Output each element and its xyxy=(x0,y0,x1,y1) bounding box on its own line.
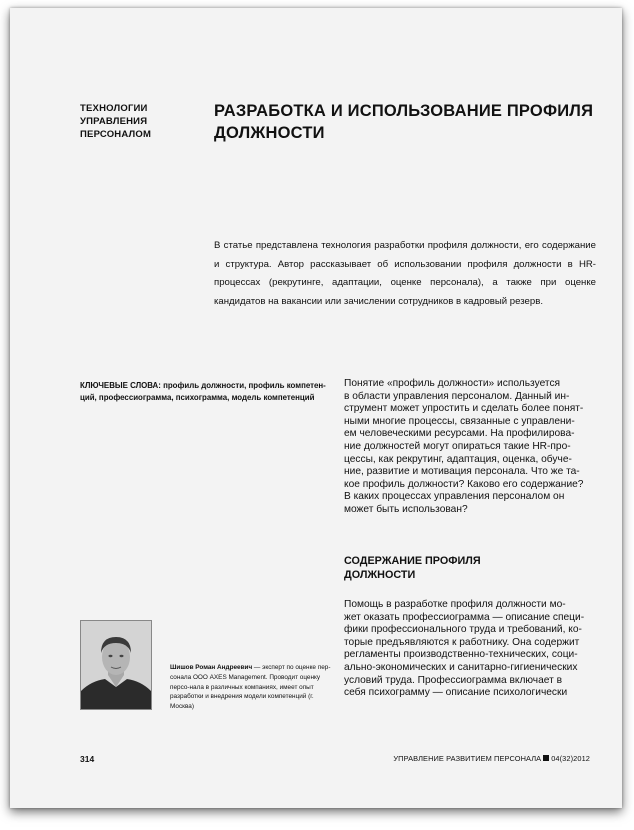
section-heading: СОДЕРЖАНИЕ ПРОФИЛЯ ДОЛЖНОСТИ xyxy=(344,555,481,581)
author-photo xyxy=(80,620,152,710)
journal-footer xyxy=(393,754,590,763)
article-title: РАЗРАБОТКА И ИСПОЛЬЗОВАНИЕ ПРОФИЛЯ ДОЛЖНОСТИ xyxy=(214,102,594,142)
section-label: ТЕХНОЛОГИИ УПРАВЛЕНИЯ ПЕРСОНАЛОМ xyxy=(80,103,152,140)
article-abstract: В статье представлена технология разработки профиля должности, его содержание и структура. Автор рассказывает об использовании профиля должности в HR-процессах (рекрутинге, адаптации, оценке персонала), а также при оценке кандидатов на вакансии или зачислении сотрудников в кадровый резерв. xyxy=(214,240,596,307)
journal-page xyxy=(10,8,622,808)
author-note xyxy=(170,663,338,712)
keywords: КЛЮЧЕВЫЕ СЛОВА: профиль должности, профиль компетен- ций, профессиограмма, психограмма, модель компетенций xyxy=(80,381,326,402)
intro-paragraph: Понятие «профиль должности» используется в области управления персоналом. Данный ин- струмент может упростить и сделать более понят- ными многие процессы, связанные с управлени- ем человеческими ресурсами. На профилирова- ние должностей могут опираться такие HR-про- цессы, как рекрутинг, адаптация, оценка, обуче- ние, развитие и мотивация персонала. Что же та- кое профиль должности? Каково его содержание? В каких процессах управления персоналом он может быть использован? xyxy=(344,378,584,515)
author-name: Шишов Роман Андреевич xyxy=(170,664,253,671)
journal-issue: 04(32)2012 xyxy=(551,754,590,763)
author-description: — эксперт по оценке пер-сонала ООО AXES Management. Проводит оценку персо-нала в различных компаниях, имеет опыт разработки и внедрения модели компетенций (г. Москва) xyxy=(170,664,331,711)
journal-name: УПРАВЛЕНИЕ РАЗВИТИЕМ ПЕРСОНАЛА xyxy=(393,754,542,763)
page-number: 314 xyxy=(80,754,95,764)
body-paragraph: Помощь в разработке профиля должности мо- жет оказать профессиограмма — описание специ- фики профессионального труда и требований, ко- торые предъявляются к работнику. Она содержит регламенты производственно-технических, соци- ально-экономических и санитарно-гигиенических условий труда. Профессиограмма включает в себя психограмму — описание психологически xyxy=(344,599,585,699)
square-icon xyxy=(543,755,549,761)
